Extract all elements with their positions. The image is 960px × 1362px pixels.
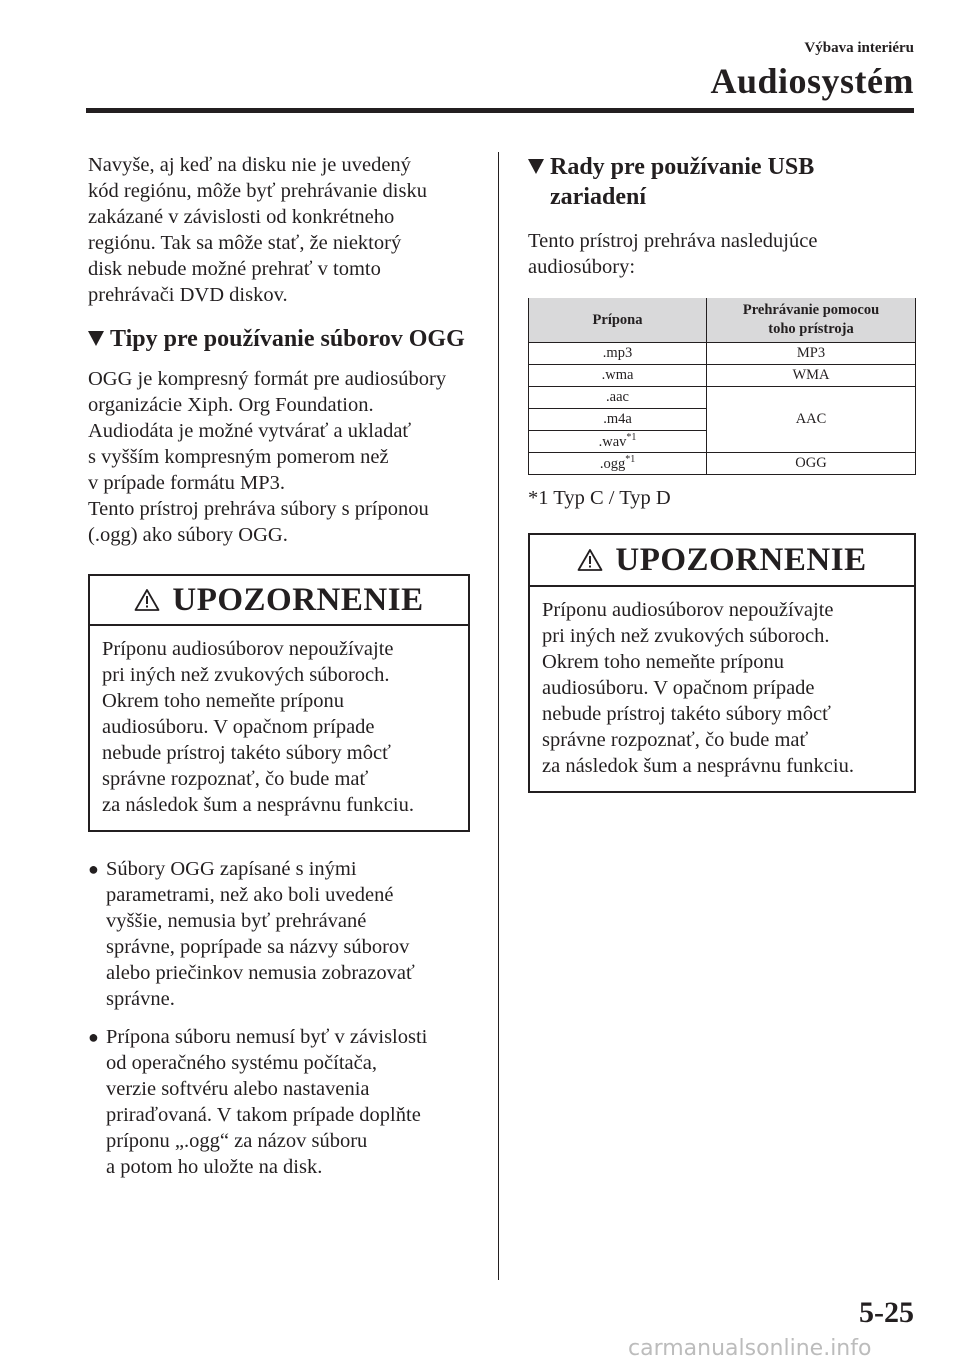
bullet-icon: ●	[88, 859, 99, 879]
caution-text: Príponu audiosúborov nepoužívajte pri iných než zvukových súboroch. Okrem toho nemeňte príponu audiosúboru. V opačnom prípade nebude prístroj takéto súbory môcť správne rozpoznať, čo bude mať za následok šum a nesprávnu funkciu.	[102, 638, 414, 816]
file-format-table	[528, 298, 916, 475]
list-item: ● Súbory OGG zapísané s inými parametrami, než ako boli uvedené vyššie, nemusia byť prehrávané správne, poprípade sa názvy súborov alebo priečinkov nemusia zobrazovať správne.	[88, 858, 415, 1010]
caution-text: Príponu audiosúborov nepoužívajte pri iných než zvukových súboroch. Okrem toho nemeňte príponu audiosúboru. V opačnom prípade nebude prístroj takéto súbory môcť správne rozpoznať, čo bude mať za následok šum a nesprávnu funkciu.	[542, 599, 854, 777]
warning-triangle-icon	[134, 588, 160, 612]
header-rule	[86, 108, 914, 113]
caution-box-right	[528, 533, 916, 793]
left-column	[88, 152, 470, 1192]
caution-header	[530, 535, 914, 587]
right-column	[528, 152, 916, 793]
caution-header	[90, 576, 468, 626]
table-header-extension: Prípona	[529, 298, 707, 343]
triangle-bullet-icon	[88, 331, 104, 346]
column-divider	[498, 152, 499, 1280]
table-row: .wav$^{*1}$	[529, 431, 916, 453]
table-row: .mp3 MP3	[529, 343, 916, 365]
usb-intro: Tento prístroj prehráva nasledujúce audiosúbory:	[528, 230, 818, 278]
triangle-bullet-icon	[528, 159, 544, 174]
bullet-list	[88, 856, 470, 1180]
caution-title: UPOZORNENIE	[615, 541, 867, 578]
table-row: .ogg$^{*1}$ OGG	[529, 453, 916, 475]
caution-title: UPOZORNENIE	[172, 581, 424, 618]
table-header-row	[529, 298, 916, 343]
page-number: 5-25	[859, 1296, 914, 1329]
list-item: ● Prípona súboru nemusí byť v závislosti od operačného systému počítača, verzie softvéru alebo nastavenia priraďovaná. V takom prípade doplňte príponu „.ogg“ za názov súboru a potom ho uložte na disk.	[88, 1026, 428, 1178]
usb-heading: Rady pre používanie USB zariadení	[528, 152, 916, 212]
table-row: .m4a	[529, 409, 916, 431]
watermark: carmanualsonline.info	[628, 1336, 872, 1361]
table-footnote: *1 Typ C / Typ D	[528, 487, 671, 509]
table-header-playback: Prehrávanie pomocou toho prístroja	[707, 298, 916, 343]
header-section: Výbava interiéru	[804, 40, 914, 56]
bullet-icon: ●	[88, 1027, 99, 1047]
caution-box-left	[88, 574, 470, 832]
region-paragraph: Navyše, aj keď na disku nie je uvedený kód regiónu, môže byť prehrávanie disku zakázané v závislosti od konkrétneho regiónu. Tak sa môže stať, že niektorý disk nebude možné prehrať v tomto prehrávači DVD diskov.	[88, 154, 427, 306]
page-title: Audiosystém	[710, 61, 914, 101]
ogg-heading: Tipy pre používanie súborov OGG	[88, 324, 470, 354]
table-row: .wma WMA	[529, 365, 916, 387]
table-row: .aac AAC	[529, 387, 916, 409]
warning-triangle-icon	[577, 548, 603, 572]
ogg-paragraph: OGG je kompresný formát pre audiosúbory organizácie Xiph. Org Foundation. Audiodáta je možné vytvárať a ukladať s vyšším kompresným pomerom než v prípade formátu MP3. Tento prístroj prehráva súbory s príponou (.ogg) ako súbory OGG.	[88, 368, 447, 546]
